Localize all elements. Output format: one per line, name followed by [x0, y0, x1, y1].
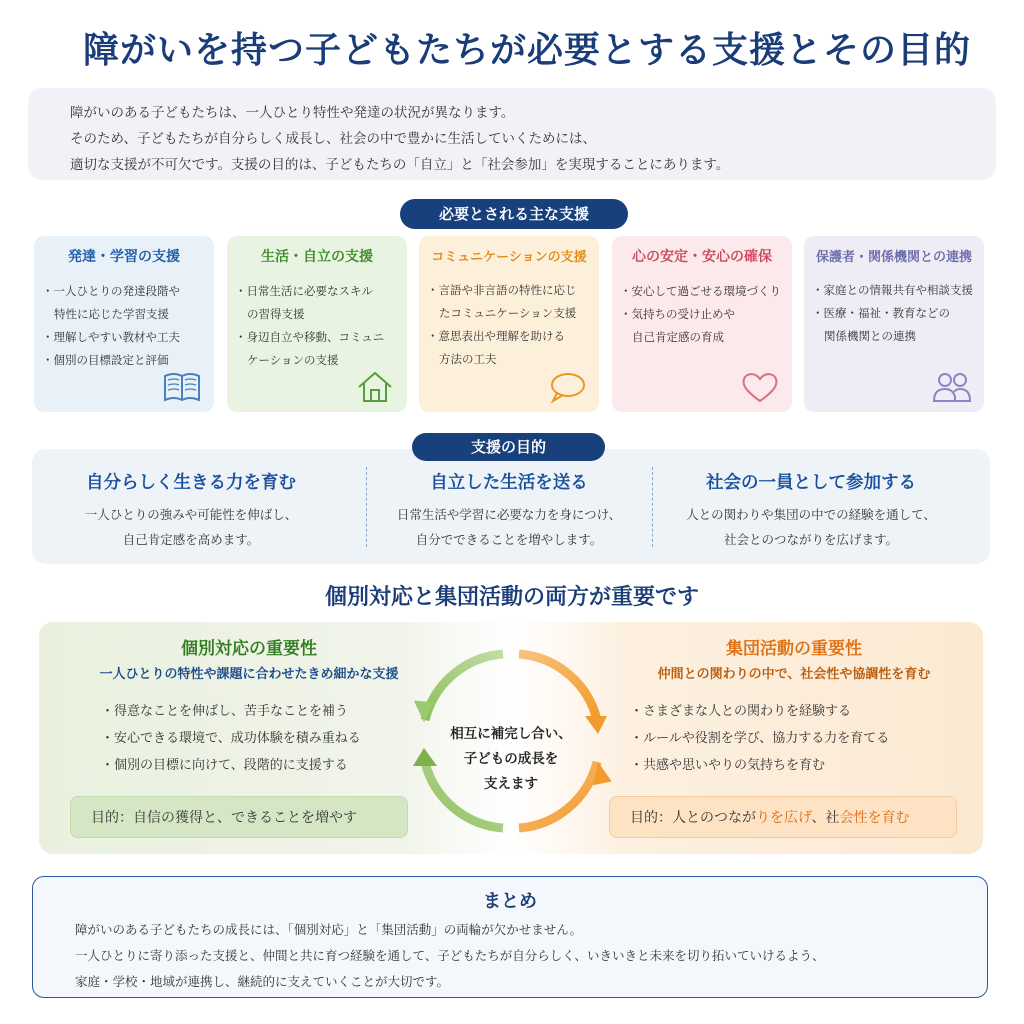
- support-item: 関係機関との連携: [824, 329, 916, 343]
- support-item: ・家庭との情報共有や相談支援: [812, 283, 973, 297]
- summary-line: 障がいのある子どもたちの成長には、「個別対応」と「集団活動」の両輪が欠かせません。: [75, 922, 583, 937]
- support-card-title: 発達・学習の支援: [68, 249, 180, 265]
- summary-heading: まとめ: [483, 891, 537, 912]
- individual-group-panel: [39, 622, 983, 854]
- individual-heading: 個別対応の重要性: [181, 639, 317, 659]
- intro-line: 適切な支援が不可欠です。支援の目的は、子どもたちの「自立」と「社会参加」を実現することにあります。: [70, 157, 730, 173]
- purpose-social-participation: [652, 469, 970, 552]
- supports-heading: 必要とされる主な支援: [400, 199, 628, 229]
- purpose-box: [32, 449, 990, 564]
- support-card-learning: [34, 236, 214, 412]
- both-heading: 個別対応と集団活動の両方が重要です: [324, 585, 699, 610]
- purpose-heading: 社会の一員として参加する: [706, 473, 916, 493]
- individual-item: ・個別の目標に向けて、段階的に支援する: [101, 758, 348, 773]
- house-icon: [355, 370, 395, 404]
- support-item: ・言語や非言語の特性に応じ: [427, 283, 577, 297]
- support-item: ・日常生活に必要なスキル: [235, 284, 373, 298]
- individual-goal: 目的：自信の獲得と、できることを増やす: [70, 796, 408, 838]
- purpose-line: 一人ひとりの強みや可能性を伸ばし、: [84, 507, 298, 522]
- intro-line: 障がいのある子どもたちは、一人ひとり特性や発達の状況が異なります。: [70, 105, 515, 121]
- group-goal: [609, 796, 957, 838]
- support-cards: [34, 236, 990, 412]
- purpose-heading: 自立した生活を送る: [430, 473, 588, 493]
- support-card-partnership: [804, 236, 984, 412]
- group-subheading: 仲間との関わりの中で、社会性や協調性を育む: [657, 667, 931, 682]
- group-goal-highlight: りを広げ: [756, 810, 812, 826]
- purpose-heading: 自分らしく生きる力を育む: [86, 473, 296, 493]
- individual-item: ・得意なことを伸ばし、苦手なことを補う: [101, 704, 349, 719]
- support-item: ・個別の目標設定と評価: [42, 353, 169, 367]
- group-item: ・さまざまな人との関わりを経験する: [630, 704, 852, 719]
- individual-subheading: 一人ひとりの特性や課題に合わせたきめ細かな支援: [99, 667, 399, 682]
- people-icon: [932, 370, 972, 404]
- support-card-title: 生活・自立の支援: [261, 249, 373, 265]
- support-item: 方法の工夫: [439, 352, 497, 366]
- support-item: ・一人ひとりの発達段階や: [42, 284, 180, 298]
- support-item: ・身辺自立や移動、コミュニ: [235, 330, 385, 344]
- support-card-daily-life: [227, 236, 407, 412]
- individual-item: ・安心できる環境で、成功体験を積み重ねる: [101, 731, 361, 746]
- summary-line: 一人ひとりに寄り添った支援と、仲間と共に育つ経験を通して、子どもたちが自分らしく、いきいきと未来を切り拓いていけるよう、: [75, 948, 825, 963]
- intro-box: [28, 88, 996, 180]
- support-item: の習得支援: [247, 307, 305, 321]
- support-card-emotional-stability: [612, 236, 792, 412]
- purpose-line: 日常生活や学習に必要な力を身につけ、: [396, 507, 622, 522]
- mutual-cycle: [407, 636, 615, 846]
- support-card-title: 保護者・関係機関との連携: [815, 250, 972, 265]
- heart-icon: [740, 370, 780, 404]
- group-goal-highlight: 会性を育む: [839, 810, 910, 826]
- purpose-line: 自分でできることを増やします。: [415, 532, 603, 547]
- speech-bubble-icon: [547, 370, 587, 404]
- purpose-line: 人との関わりや集団の中での経験を通して、: [686, 507, 936, 522]
- support-item: 自己肯定感の育成: [632, 330, 724, 344]
- support-card-title: コミュニケーションの支援: [431, 250, 587, 265]
- intro-line: そのため、子どもたちが自分らしく成長し、社会の中で豊かに生活していくためには、: [70, 131, 596, 147]
- page-title: 障がいを持つ子どもたちが必要とする支援とその目的: [82, 30, 971, 71]
- individual-section: [69, 634, 429, 779]
- group-section: [614, 634, 974, 779]
- support-item: ・安心して過ごせる環境づくり: [620, 284, 781, 298]
- cycle-line: 相互に補完し合い、: [450, 726, 572, 742]
- book-icon: [162, 370, 202, 404]
- purpose-self-reliance: [32, 469, 350, 552]
- support-card-title: 心の安定・安心の確保: [632, 249, 772, 265]
- group-item: ・共感や思いやりの気持ちを育む: [630, 758, 826, 773]
- support-item: たコミュニケーション支援: [439, 306, 577, 320]
- support-item: ・医療・福祉・教育などの: [812, 306, 950, 320]
- purpose-heading-pill: 支援の目的: [412, 433, 605, 461]
- group-goal-text: 目的：人とのつなが: [630, 810, 756, 826]
- purpose-independent-life: [350, 469, 668, 552]
- purpose-line: 社会とのつながりを広げます。: [723, 532, 898, 547]
- summary-box: [32, 876, 988, 998]
- summary-line: 家庭・学校・地域が連携し、継続的に支えていくことが大切です。: [75, 974, 450, 989]
- support-item: ケーションの支援: [247, 353, 339, 367]
- support-item: ・意思表出や理解を助ける: [427, 329, 565, 343]
- support-item: ・気持ちの受け止めや: [620, 307, 735, 321]
- cycle-line: 支えます: [484, 776, 538, 792]
- support-item: 特性に応じた学習支援: [54, 307, 169, 321]
- support-item: ・理解しやすい教材や工夫: [42, 330, 180, 344]
- group-item: ・ルールや役割を学び、協力する力を育てる: [630, 731, 890, 746]
- purpose-line: 自己肯定感を高めます。: [122, 532, 260, 547]
- group-goal-text: 、社: [811, 810, 840, 826]
- cycle-line: 子どもの成長を: [463, 751, 559, 767]
- support-card-communication: [419, 236, 599, 412]
- cycle-text: [407, 722, 615, 797]
- group-heading: 集団活動の重要性: [726, 639, 862, 659]
